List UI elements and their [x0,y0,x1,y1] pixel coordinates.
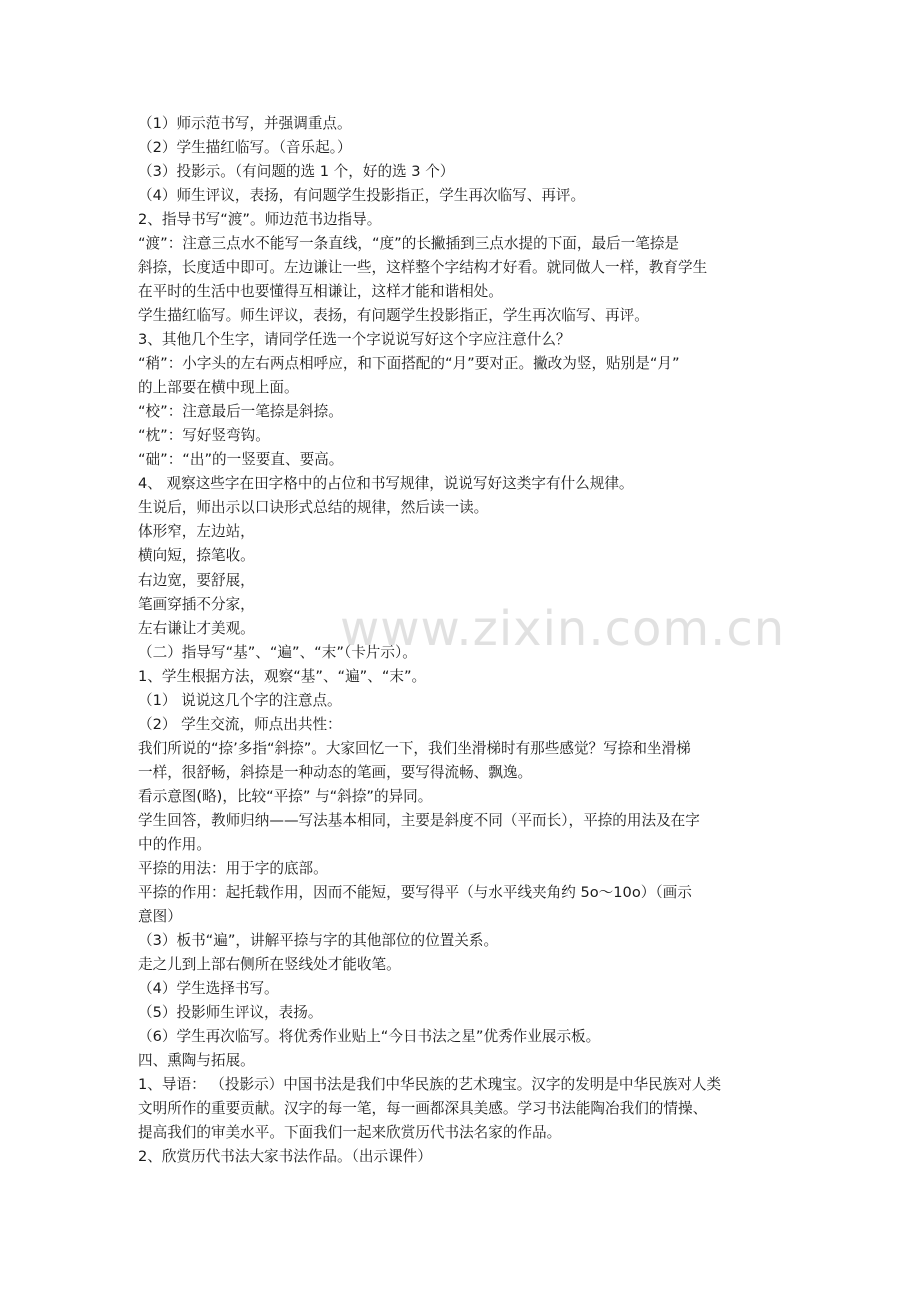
text-line: 体形窄，左边站， [138,523,255,540]
text-line: 的上部要在横中现上面。 [138,379,299,396]
text-line: （6）学生再次临写。将优秀作业贴上“今日书法之星”优秀作业展示板。 [138,1028,601,1045]
text-line: 提高我们的审美水平。下面我们一起来欣赏历代书法名家的作品。 [138,1124,562,1141]
text-line: 学生回答，教师归纳——写法基本相同，主要是斜度不同（平而长），平捺的用法及在字 [138,812,700,829]
text-line: 我们所说的“捺’多指“斜捺”。大家回忆一下，我们坐滑梯时有那些感觉？写捺和坐滑梯 [138,740,691,757]
text-line: 四、熏陶与拓展。 [138,1052,255,1069]
text-line: （2） 学生交流，师点出共性： [138,716,342,733]
text-line: 右边宽，要舒展， [138,572,255,589]
text-line: 2、欣赏历代书法大家书法作品。（出示课件） [138,1148,432,1165]
text-line: 文明所作的重要贡献。汉字的每一笔，每一画都深具美感。学习书法能陶冶我们的情操、 [138,1100,708,1117]
watermark: www.zixin.com.cn [340,601,786,657]
text-line: （3）投影示。（有问题的选 1 个，好的选 3 个） [138,163,455,180]
text-line: 1、学生根据方法，观察“基”、“遍”、“末”。 [138,668,427,685]
text-line: 左右谦让才美观。 [138,620,255,637]
text-line: 中的作用。 [138,836,211,853]
text-line: “渡”：注意三点水不能写一条直线，“度”的长撇插到三点水提的下面，最后一笔捺是 [138,235,680,252]
text-line: 一样，很舒畅，斜捺是一种动态的笔画，要写得流畅、飘逸。 [138,764,533,781]
text-line: “稍”：小字头的左右两点相呼应，和下面搭配的“月”要对正。撇改为竖，贴别是“月” [138,355,680,372]
text-line: 横向短，捺笔收。 [138,547,255,564]
text-line: 1、导语： （投影示）中国书法是我们中华民族的艺术瑰宝。汉字的发明是中华民族对人类 [138,1076,722,1093]
text-line: “枕”：写好竖弯钩。 [138,427,270,444]
text-line: “校”：注意最后一笔捺是斜捺。 [138,403,343,420]
text-line: （1）师示范书写，并强调重点。 [138,115,352,132]
text-line: （4）师生评议，表扬，有问题学生投影指正，学生再次临写、再评。 [138,187,586,204]
text-line: （5）投影师生评议，表扬。 [138,1004,323,1021]
text-line: 生说后，师出示以口诀形式总结的规律，然后读一读。 [138,499,489,516]
text-line: 学生描红临写。师生评议，表扬，有问题学生投影指正，学生再次临写、再评。 [138,307,649,324]
text-line: 2、指导书写“渡”。师边范书边指导。 [138,211,382,228]
text-line: 斜捺，长度适中即可。左边谦让一些，这样整个字结构才好看。就同做人一样，教育学生 [138,259,708,276]
text-line: 在平时的生活中也要懂得互相谦让，这样才能和谐相处。 [138,283,503,300]
text-line: 平捺的用法：用于字的底部。 [138,860,328,877]
text-line: （3）板书“遍”，讲解平捺与字的其他部位的位置关系。 [138,932,499,949]
text-line: （2）学生描红临写。（音乐起。） [138,139,352,156]
text-line: 4、 观察这些字在田字格中的占位和书写规律，说说写好这类字有什么规律。 [138,475,634,492]
text-line: 3、其他几个生字，请同学任选一个字说说写好这个字应注意什么？ [138,331,571,348]
text-line: （4）学生选择书写。 [138,980,279,997]
text-line: 走之儿到上部右侧所在竖线处才能收笔。 [138,956,401,973]
text-line: 看示意图(略)，比较“平捺” 与“斜捺”的异同。 [138,788,433,805]
text-line: 意图） [138,908,182,925]
text-line: 笔画穿插不分家， [138,596,255,613]
text-line: （二）指导写“基”、“遍”、“末”（卡片示）。 [138,644,417,661]
text-line: （1） 说说这几个字的注意点。 [138,692,342,709]
text-line: “础”：“出”的一竖要直、要高。 [138,451,344,468]
text-line: 平捺的作用：起托载作用，因而不能短，要写得平（与水平线夹角约 5o～10o）（画示 [138,884,692,901]
